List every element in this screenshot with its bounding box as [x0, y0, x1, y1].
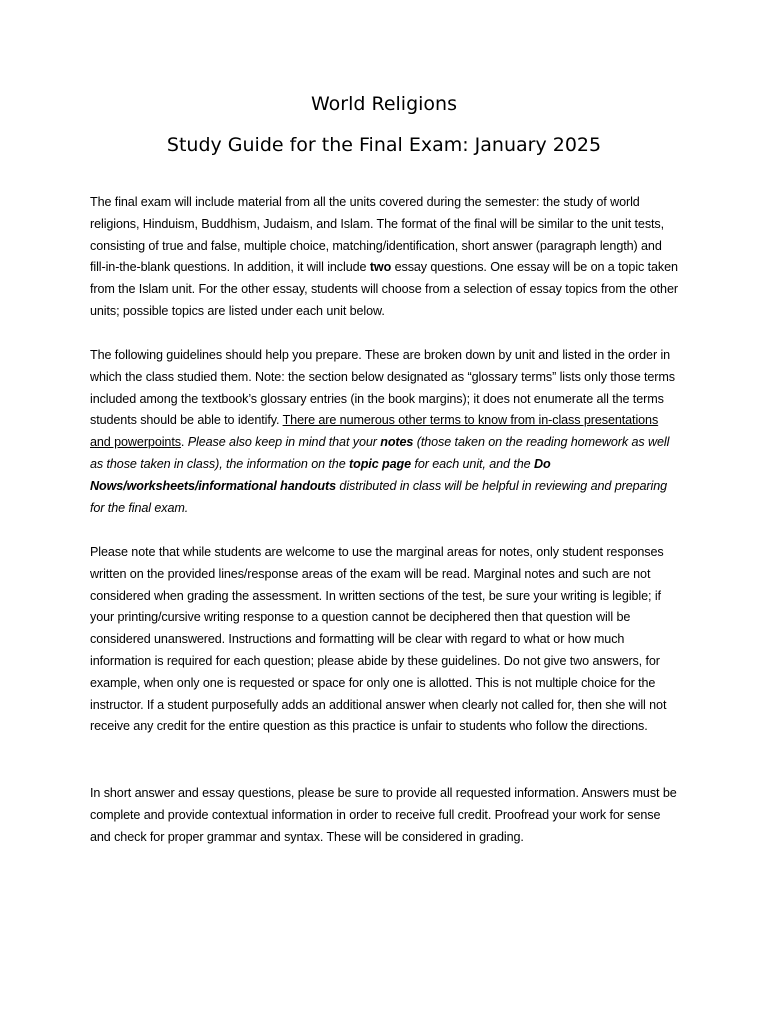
paragraph-guidelines [90, 345, 680, 519]
paragraph-text: essay questions. One essay will be on a topic taken from the Islam unit. For the other essay, students will choose from a selection of essay topics from the other units; possible topics are listed under each unit below. [90, 260, 678, 318]
paragraph-text: The following guidelines should help you prepare. These are broken down by unit and listed in the order in which the class studied them. Note: the section below designated as “glossary terms” lists only those terms included among the textbook’s glossary entries (in the book margins); it does not enumerate all the terms students should be able to identify. [90, 348, 675, 428]
italic-text: for each unit, and the [411, 456, 534, 471]
paragraph-marginal-notes: Please note that while students are welcome to use the marginal areas for notes, only student responses written on the provided lines/response areas of the exam will be read. Marginal notes and such are not considered when grading the assessment. In written sections of the test, be sure your writing is legible; if your printing/cursive writing response to a question cannot be deciphered then that question will be considered unanswered. Instructions and formatting will be clear with regard to what or how much information is required for each question; please abide by these guidelines. Do not give two answers, for example, when only one is requested or space for only one is allotted. This is not multiple choice for the instructor. If a student purposefully adds an additional answer when clearly not called for, then she will not receive any credit for the entire question as this practice is unfair to students who follow the directions. [90, 545, 667, 734]
bold-italic-notes: notes [380, 435, 414, 450]
bold-italic-topic-page: topic page [349, 456, 412, 471]
bold-italic-handouts: Do Nows/worksheets/informational handouts [90, 456, 551, 493]
italic-text: distributed in class will be helpful in reviewing and preparing for the final exam. [90, 478, 668, 515]
document-title: World Religions [311, 93, 457, 115]
paragraph-answer-requirements: In short answer and essay questions, please be sure to provide all requested information. Answers must be complete and provide contextual information in order to receive full credit. Proofread your work for sense and check for proper grammar and syntax. These will be considered in grading. [90, 786, 677, 844]
paragraph-text: The final exam will include material from all the units covered during the semester: the study of world religions, Hinduism, Buddhism, Judaism, and Islam. The format of the final will be similar to the unit tests, consisting of true and false, multiple choice, matching/identification, short answer (paragraph length) and fill-in-the-blank questions. In addition, it will include [90, 195, 665, 275]
italic-text: Please also keep in mind that your [187, 435, 381, 450]
paragraph-exam-overview [90, 192, 680, 323]
document-subtitle: Study Guide for the Final Exam: January 2025 [166, 134, 602, 156]
emphasis-two: two [369, 260, 392, 275]
underlined-note: There are numerous other terms to know from in-class presentations and powerpoints [90, 413, 659, 450]
paragraph-text: . [180, 435, 188, 450]
italic-text: (those taken on the reading homework as well as those taken in class), the information on the [90, 435, 670, 471]
